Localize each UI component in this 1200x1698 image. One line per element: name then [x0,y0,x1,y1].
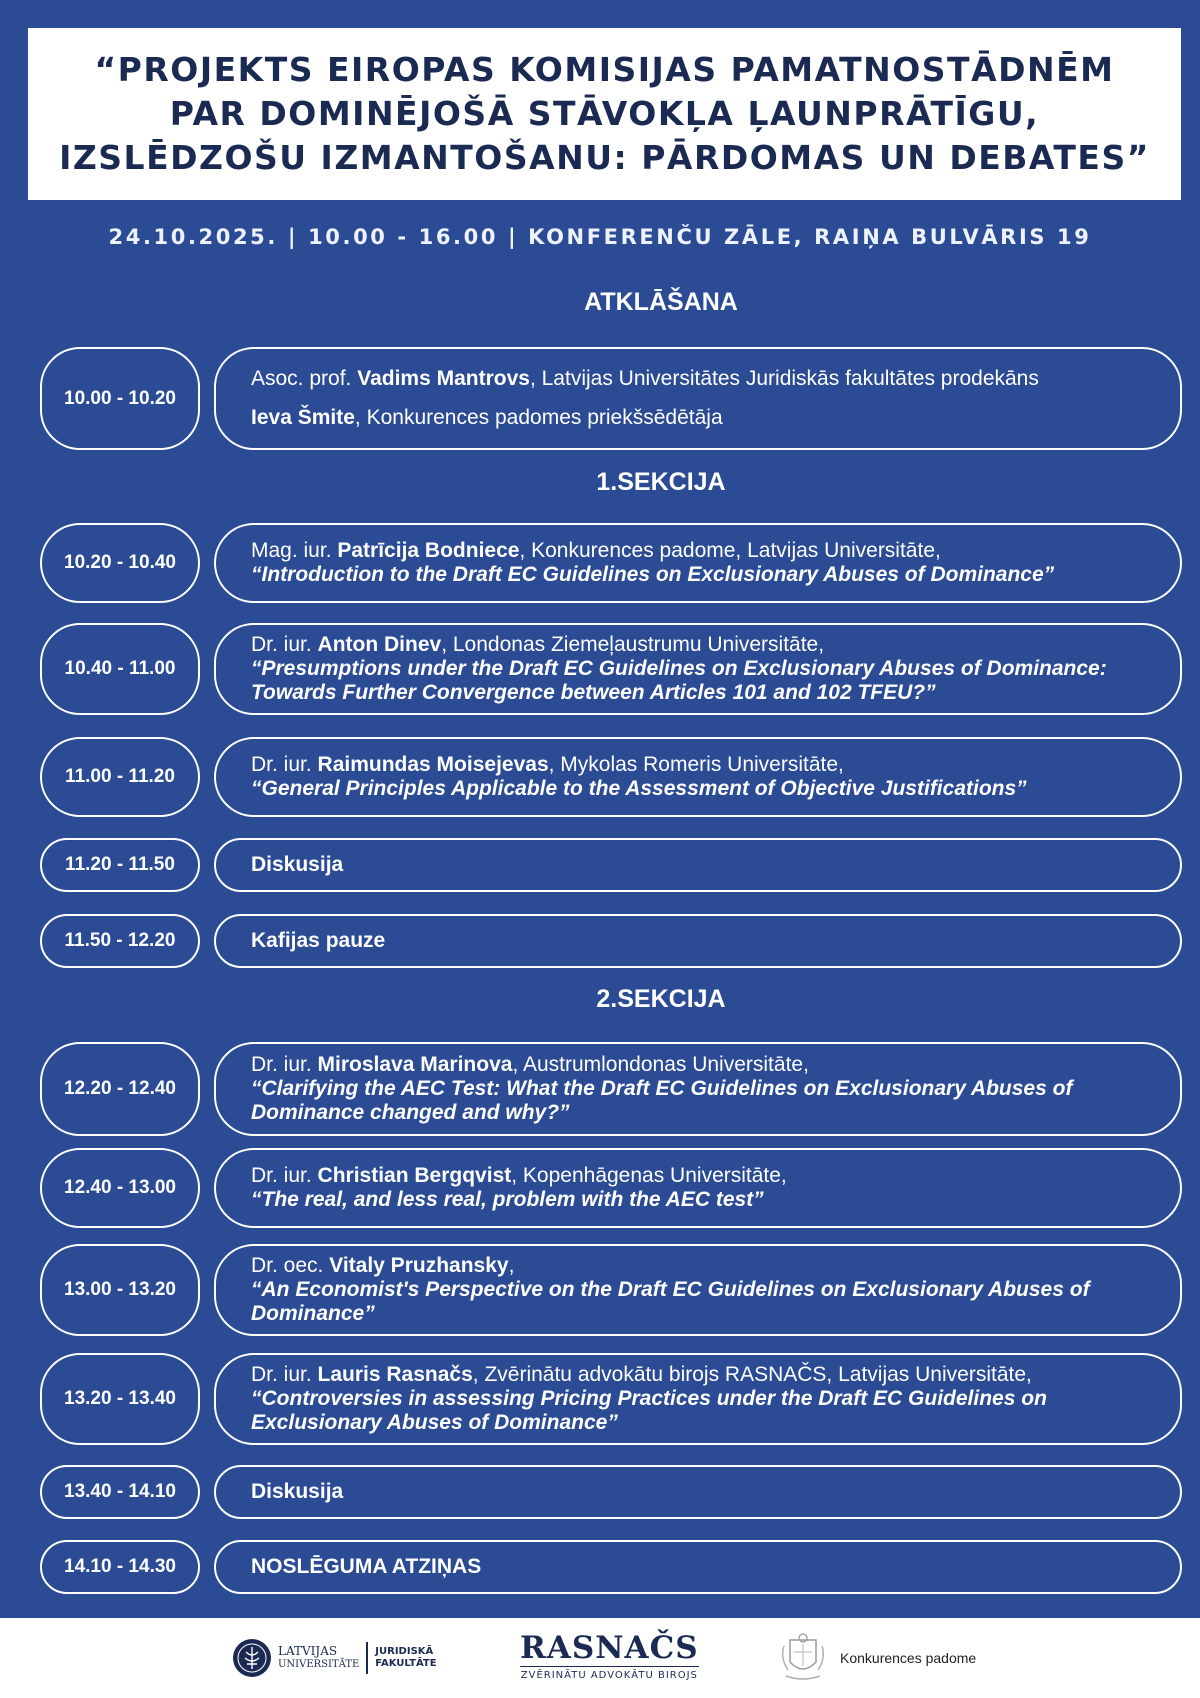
speaker-name: Raimundas Moisejevas [317,753,549,776]
agenda-item-opening [214,347,1182,450]
speaker-title: Dr. iur. [251,753,318,776]
speaker-name: Patrīcija Bodniece [337,539,520,562]
speaker-affiliation: , Latvijas Universitātes Juridiskās fakultātes prodekāns [529,367,1039,390]
speaker-name: Anton Dinev [317,633,442,656]
agenda-item-talk [214,737,1182,817]
speaker-title: Mag. iur. [251,539,338,562]
speaker-name: Ieva Šmite [251,406,355,429]
agenda-item-coffee-break: Kafijas pauze [214,914,1182,968]
speaker-title: Asoc. prof. [251,367,358,390]
footer-logos [0,1618,1200,1698]
event-meta: 24.10.2025. | 10.00 - 16.00 | KONFERENČU ZĀLE, RAIŅA BULVĀRIS 19 [108,225,1092,249]
agenda-item-talk [214,523,1182,603]
speaker-affiliation: , Mykolas Romeris Universitāte, [548,753,844,776]
time-pill: 10.40 - 11.00 [40,623,200,715]
time-pill: 13.40 - 14.10 [40,1465,200,1519]
coat-of-arms-icon [776,1632,830,1684]
time-pill: 12.20 - 12.40 [40,1042,200,1136]
talk-title: “Presumptions under the Draft EC Guidelines on Exclusionary Abuses of Dominance: Towards Further Convergence between Articles 101 and 102 TFEU?” [251,657,1107,704]
title-box [28,28,1181,200]
speaker-affiliation: , [508,1254,515,1277]
kp-logo [776,1632,976,1684]
rasnacs-subtitle: ZVĒRINĀTU ADVOKĀTU BIROJS [520,1666,699,1681]
speaker-title: Dr. oec. [251,1254,330,1277]
section-title-1: 1.SEKCIJA [596,468,726,496]
talk-title: “Controversies in assessing Pricing Practices under the Draft EC Guidelines on Exclusionary Abuses of Dominance” [251,1387,1047,1434]
time-pill: 13.20 - 13.40 [40,1353,200,1445]
speaker-name: Christian Bergqvist [317,1164,512,1187]
time-pill: 11.50 - 12.20 [40,914,200,968]
talk-title: “Clarifying the AEC Test: What the Draft EC Guidelines on Exclusionary Abuses of Dominance changed and why?” [251,1077,1073,1124]
time-pill: 11.00 - 11.20 [40,737,200,817]
agenda-item-talk [214,1148,1182,1228]
lu-seal-icon [232,1638,272,1678]
time-pill: 12.40 - 13.00 [40,1148,200,1228]
agenda-item-talk [214,1353,1182,1445]
section-title-opening: ATKLĀŠANA [584,288,738,316]
speaker-affiliation: , Kopenhāgenas Universitāte, [511,1164,787,1187]
lu-logo [232,1638,437,1678]
speaker-title: Dr. iur. [251,1053,318,1076]
lu-faculty-line-2: FAKULTĀTE [375,1658,437,1669]
talk-title: “General Principles Applicable to the Assessment of Objective Justifications” [251,777,1027,800]
lu-name-line-2: UNIVERSITĀTE [278,1659,360,1670]
title-line-2: PAR DOMINĒJOŠĀ STĀVOKĻA ĻAUNPRĀTĪGU, [169,94,1040,133]
speaker-affiliation: , Austrumlondonas Universitāte, [512,1053,809,1076]
talk-title: “An Economist's Perspective on the Draft EC Guidelines on Exclusionary Abuses of Dominance” [251,1278,1090,1325]
speaker-affiliation: , Konkurences padomes priekšsēdētāja [354,406,723,429]
lu-name-line-1: LATVIJAS [278,1644,338,1658]
section-title-2: 2.SEKCIJA [596,985,726,1013]
speaker-name: Vadims Mantrovs [357,367,530,390]
speaker-title: Dr. iur. [251,633,318,656]
kp-name: Konkurences padome [840,1650,977,1666]
rasnacs-logo [520,1632,699,1681]
title-line-1: “PROJEKTS EIROPAS KOMISIJAS PAMATNOSTĀDNĒM [94,50,1115,89]
time-pill: 10.20 - 10.40 [40,523,200,603]
time-pill: 14.10 - 14.30 [40,1540,200,1594]
agenda-item-talk [214,1042,1182,1136]
speaker-name: Vitaly Pruzhansky [329,1254,509,1277]
speaker-name: Miroslava Marinova [317,1053,513,1076]
agenda-item-talk [214,1244,1182,1336]
agenda-item-discussion: Diskusija [214,838,1182,892]
time-pill: 11.20 - 11.50 [40,838,200,892]
rasnacs-name: RASNAČS [520,1630,699,1666]
talk-title: “The real, and less real, problem with the AEC test” [251,1188,764,1211]
page-title [39,48,1170,180]
speaker-title: Dr. iur. [251,1164,318,1187]
title-line-3: IZSLĒDZOŠU IZMANTOŠANU: PĀRDOMAS UN DEBATES” [59,138,1150,177]
talk-title: “Introduction to the Draft EC Guidelines on Exclusionary Abuses of Dominance” [251,563,1055,586]
agenda-item-closing: NOSLĒGUMA ATZIŅAS [214,1540,1182,1594]
agenda-item-discussion: Diskusija [214,1465,1182,1519]
time-pill: 10.00 - 10.20 [40,347,200,450]
speaker-affiliation: , Konkurences padome, Latvijas Universitāte, [519,539,941,562]
speaker-name: Lauris Rasnačs [317,1363,473,1386]
lu-faculty-line-1: JURIDISKĀ [375,1646,434,1657]
speaker-affiliation: , Londonas Ziemeļaustrumu Universitāte, [441,633,825,656]
agenda-item-talk [214,623,1182,715]
time-pill: 13.00 - 13.20 [40,1244,200,1336]
speaker-affiliation: , Zvērinātu advokātu birojs RASNAČS, Latvijas Universitāte, [472,1363,1032,1386]
divider [366,1642,368,1674]
speaker-title: Dr. iur. [251,1363,318,1386]
